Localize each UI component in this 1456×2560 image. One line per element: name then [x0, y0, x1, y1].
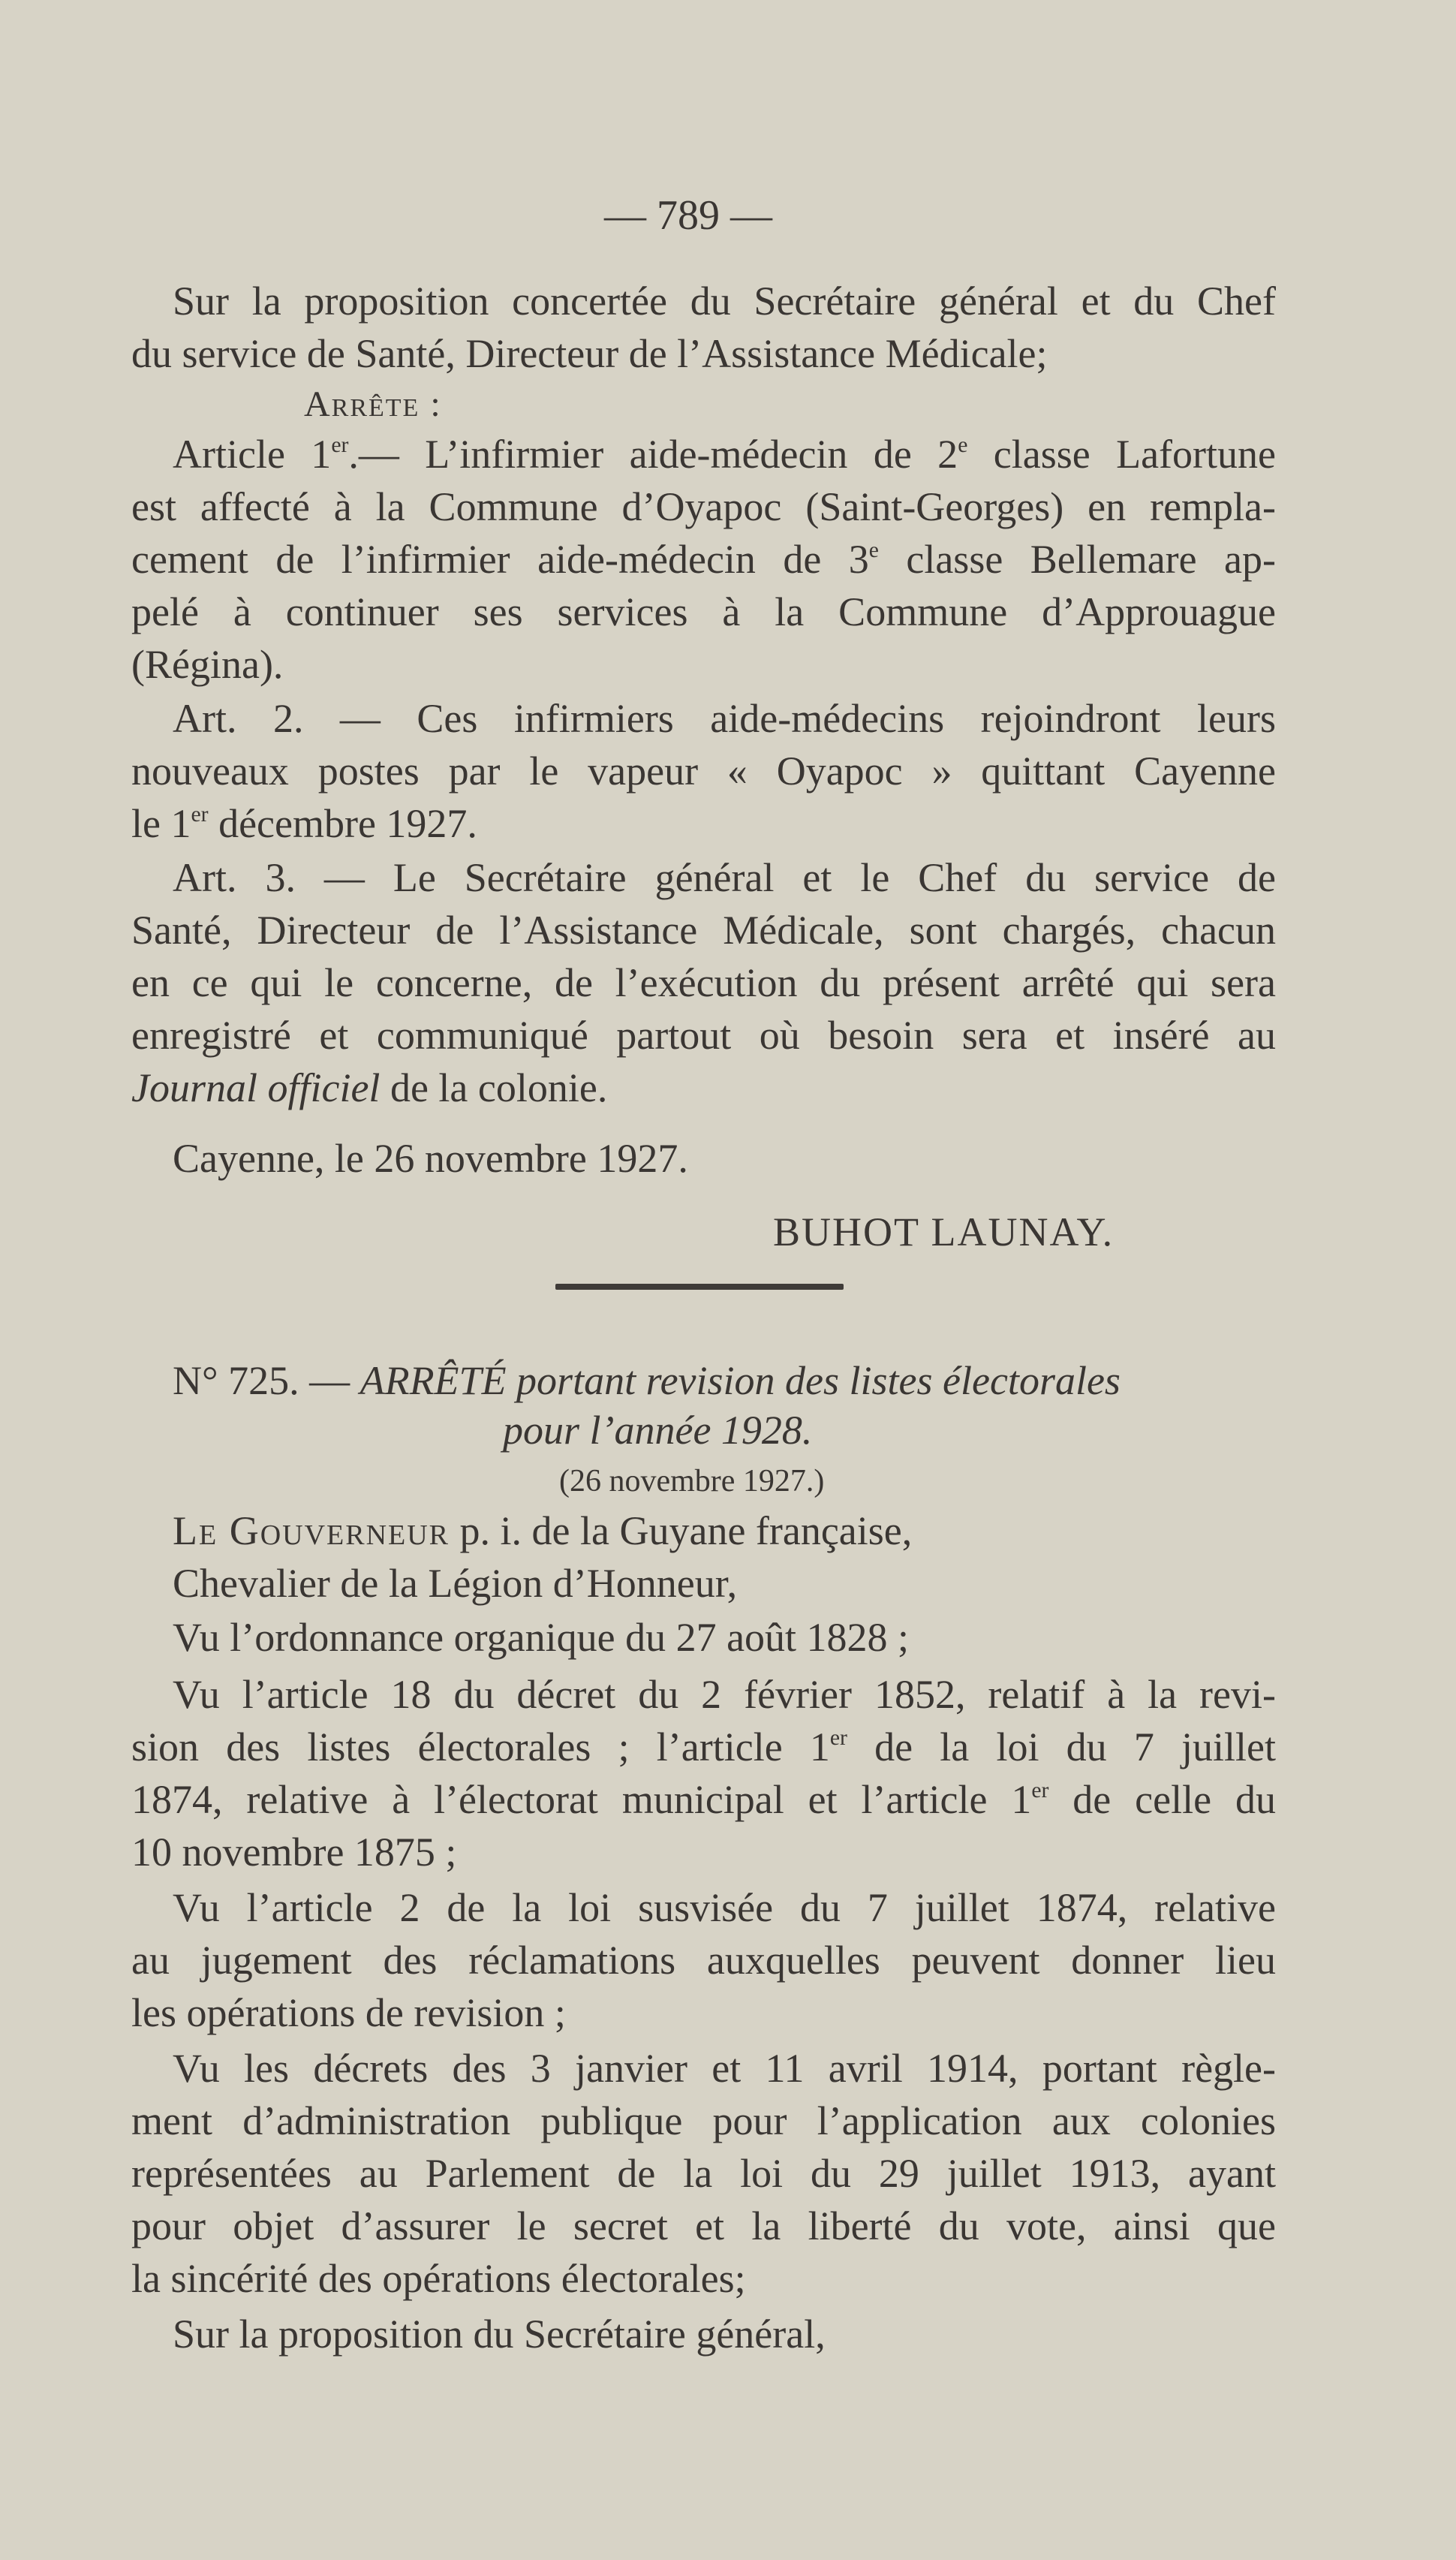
text-span: le 1: [131, 801, 191, 846]
text-span: sion des listes électorales ; l’article 1: [131, 1724, 830, 1769]
page-number: — 789 —: [604, 192, 772, 239]
text-line: [131, 1773, 1276, 1826]
text-line: [131, 533, 1276, 586]
text-line: enregistré et communiqué partout où besoin sera et inséré au: [131, 1013, 1276, 1058]
text-line: en ce qui le concerne, de l’exécution du présent arrêté qui sera: [131, 960, 1276, 1005]
journal-title: Journal officiel: [131, 1065, 381, 1110]
text-line: au jugement des réclamations auxquelles peuvent donner lieu: [131, 1938, 1276, 1983]
text-line: Vu les décrets des 3 janvier et 11 avril 1914, portant règle-: [173, 2046, 1276, 2091]
text-span: de la loi du 7 juillet: [847, 1724, 1276, 1769]
text-line: [131, 797, 477, 850]
decree-title-line-1: [173, 1354, 1121, 1407]
decree-number: N° 725. —: [173, 1358, 360, 1403]
article-1-line: [173, 428, 1276, 480]
text-line: [173, 1504, 912, 1557]
superscript: e: [958, 433, 968, 458]
text-line: nouveaux postes par le vapeur « Oyapoc » quittant Cayenne: [131, 748, 1276, 794]
section-divider: [555, 1284, 844, 1290]
text-line: Chevalier de la Légion d’Honneur,: [173, 1561, 738, 1606]
text-line: [131, 1721, 1276, 1773]
text-line: pelé à continuer ses services à la Commune d’Approuague: [131, 589, 1276, 634]
text-line: Vu l’ordonnance organique du 27 août 1828 ;: [173, 1615, 910, 1660]
text-span: de la colonie.: [380, 1065, 608, 1110]
text-line: Sur la proposition du Secrétaire général,: [173, 2312, 826, 2357]
text-line: Vu l’article 18 du décret du 2 février 1852, relatif à la revi-: [173, 1672, 1276, 1717]
text-line: [131, 1062, 607, 1114]
text-span: de celle du: [1048, 1777, 1276, 1822]
text-line: 10 novembre 1875 ;: [131, 1830, 457, 1875]
text-line: la sincérité des opérations électorales;: [131, 2256, 746, 2301]
signature: BUHOT LAUNAY.: [773, 1209, 1115, 1254]
text-span: décembre 1927.: [208, 801, 477, 846]
superscript: e: [868, 538, 879, 563]
date-line: Cayenne, le 26 novembre 1927.: [173, 1136, 688, 1181]
text-line: représentées au Parlement de la loi du 29 juillet 1913, ayant: [131, 2151, 1276, 2196]
text-line: Santé, Directeur de l’Assistance Médicale, sont chargés, chacun: [131, 908, 1276, 953]
decree-title: ARRÊTÉ portant revision des listes électorales: [359, 1358, 1121, 1403]
text-line: Vu l’article 2 de la loi susvisée du 7 juillet 1874, relative: [173, 1885, 1276, 1930]
text-line: est affecté à la Commune d’Oyapoc (Saint-Georges) en rempla-: [131, 484, 1276, 529]
text-line: les opérations de revision ;: [131, 1990, 566, 2035]
text-span: classe Lafortune: [967, 432, 1276, 477]
text-line: pour objet d’assurer le secret et la liberté du vote, ainsi que: [131, 2203, 1276, 2248]
text-span: classe Bellemare ap-: [878, 537, 1276, 582]
governor-label: Le Gouverneur: [173, 1508, 450, 1553]
decree-title-line-2: pour l’année 1928.: [503, 1408, 813, 1453]
decree-date: (26 novembre 1927.): [559, 1464, 825, 1498]
superscript: er: [191, 803, 209, 827]
arrete-heading: Arrête :: [304, 384, 442, 424]
superscript: er: [331, 433, 349, 458]
text-line: du service de Santé, Directeur de l’Assistance Médicale;: [131, 331, 1048, 376]
text-span: cement de l’infirmier aide-médecin de 3: [131, 537, 869, 582]
text-line: ment d’administration publique pour l’application aux colonies: [131, 2098, 1276, 2143]
article-3-line: Art. 3. — Le Secrétaire général et le Chef du service de: [173, 855, 1276, 900]
text-span: p. i. de la Guyane française,: [450, 1508, 913, 1553]
article-label: Article 1: [173, 432, 332, 477]
superscript: er: [1031, 1778, 1049, 1803]
text-span: 1874, relative à l’électorat municipal et l’article 1: [131, 1777, 1032, 1822]
article-2-line: Art. 2. — Ces infirmiers aide-médecins rejoindront leurs: [173, 696, 1276, 741]
text-line: Sur la proposition concertée du Secrétaire général et du Chef: [173, 279, 1276, 324]
superscript: er: [829, 1726, 847, 1751]
text-line: (Régina).: [131, 642, 284, 687]
text-span: .— L’infirmier aide-médecin de 2: [348, 432, 958, 477]
